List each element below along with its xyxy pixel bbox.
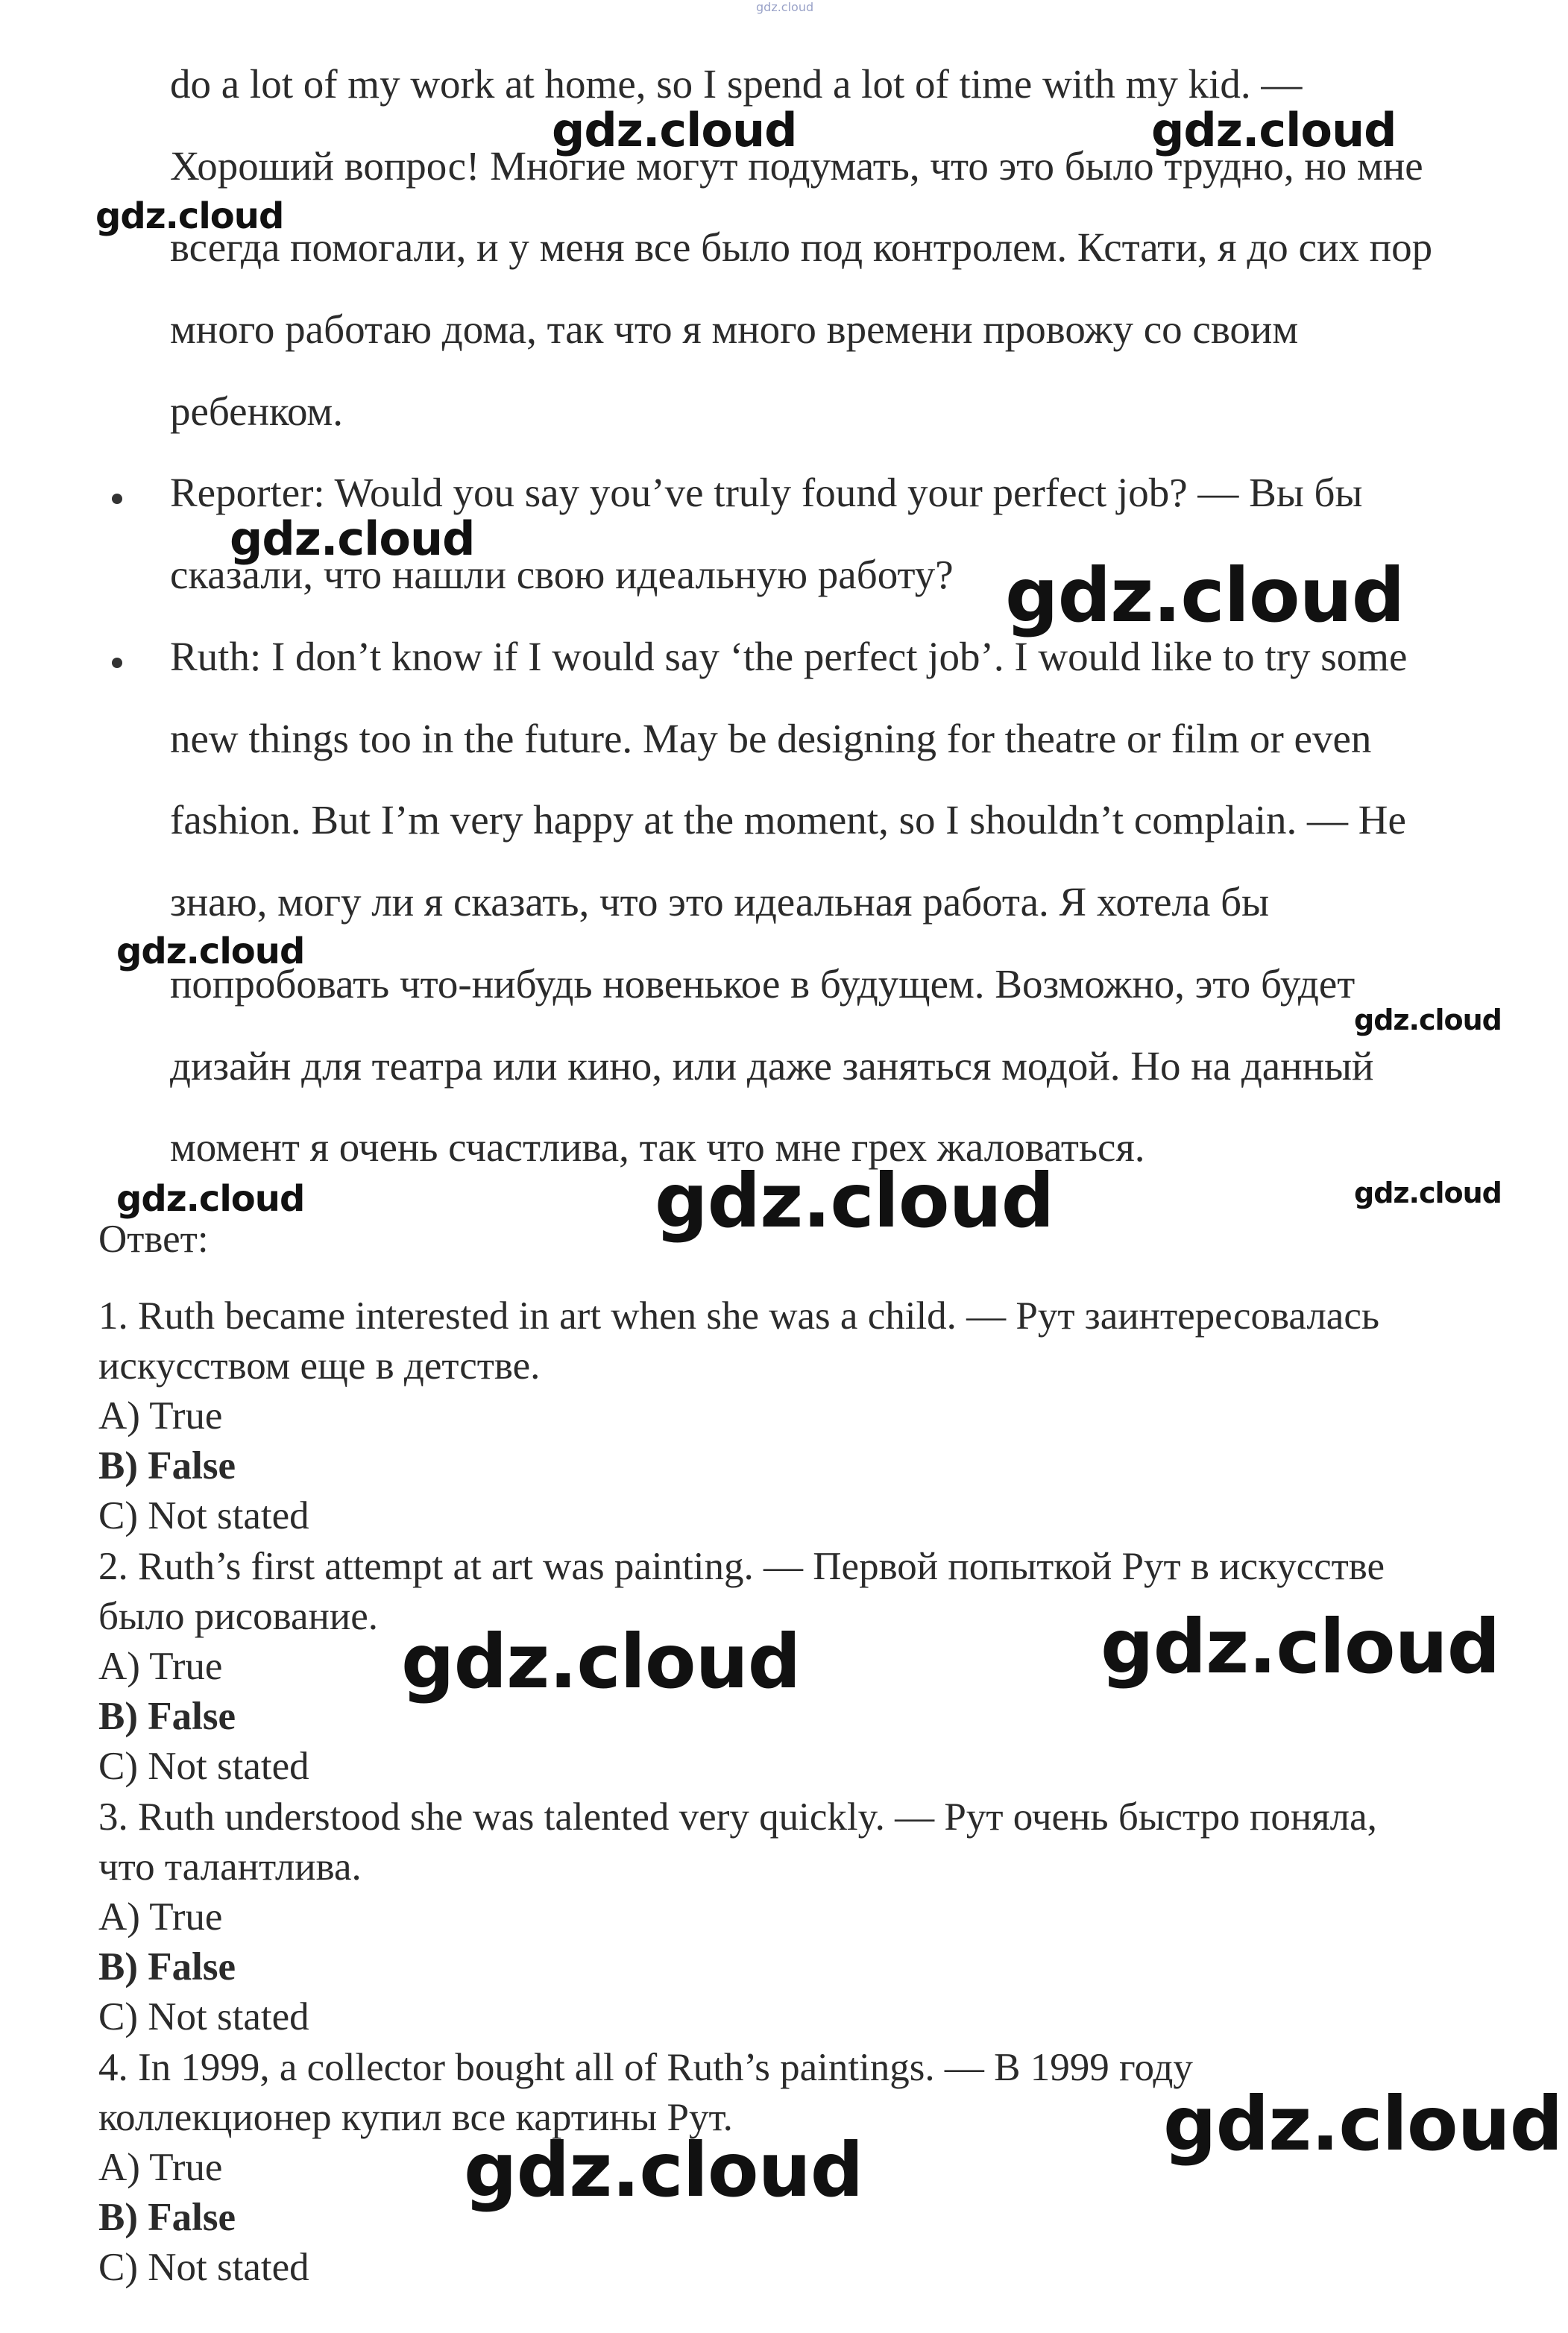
ruth-answer-line: new things too in the future. May be designing for theatre or film or even — [170, 716, 1372, 761]
ruth-answer-line: момент я очень счастлива, так что мне грех жаловаться. — [170, 1124, 1145, 1170]
answer-option: C) Not stated — [98, 1995, 309, 2038]
watermark: gdz.cloud — [1101, 1603, 1500, 1690]
watermark: gdz.cloud — [1354, 1177, 1502, 1209]
interview-text-line: Хороший вопрос! Многие могут подумать, что это было трудно, но мне — [170, 143, 1423, 189]
watermark: gdz.cloud — [95, 195, 284, 237]
answer-option-correct: B) False — [98, 1444, 236, 1487]
answer-option-correct: B) False — [98, 2196, 236, 2239]
watermark: gdz.cloud — [1151, 103, 1397, 157]
watermark: gdz.cloud — [552, 103, 797, 157]
watermark: gdz.cloud — [464, 2126, 863, 2214]
watermark: gdz.cloud — [756, 0, 814, 14]
ruth-answer-line: попробовать что-нибудь новенькое в будущем. Возможно, это будет — [170, 961, 1356, 1007]
interview-text-line: много работаю дома, так что я много времени провожу со своим — [170, 306, 1299, 352]
ruth-answer-line: знаю, могу ли я сказать, что это идеальная работа. Я хотела бы — [170, 879, 1270, 925]
ruth-answer-line: дизайн для театра или кино, или даже заняться модой. Но на данный — [170, 1043, 1374, 1089]
interview-text-line: do a lot of my work at home, so I spend a lot of time with my kid. — — [170, 61, 1303, 107]
watermark: gdz.cloud — [1354, 1004, 1502, 1036]
answer-option: A) True — [98, 1895, 223, 1939]
answer-option: C) Not stated — [98, 1745, 309, 1788]
question-text: что талантлива. — [98, 1845, 362, 1889]
list-bullet — [112, 494, 122, 504]
watermark: gdz.cloud — [1163, 2080, 1563, 2167]
answer-option: C) Not stated — [98, 1494, 309, 1537]
reporter-question-line: сказали, что нашли свою идеальную работу? — [170, 552, 954, 597]
question-text: 2. Ruth’s first attempt at art was painting. — Первой попыткой Рут в искусстве — [98, 1545, 1385, 1588]
interview-text-line: всегда помогали, и у меня все было под контролем. Кстати, я до сих пор — [170, 224, 1433, 270]
watermark: gdz.cloud — [655, 1157, 1054, 1244]
ruth-answer-line: Ruth: I don’t know if I would say ‘the perfect job’. I would like to try some — [170, 634, 1408, 679]
watermark: gdz.cloud — [1005, 552, 1405, 639]
answer-option: A) True — [98, 1394, 223, 1438]
answer-option: C) Not stated — [98, 2246, 309, 2289]
answer-option: A) True — [98, 2146, 223, 2189]
ruth-answer-line: fashion. But I’m very happy at the moment, so I shouldn’t complain. — Не — [170, 797, 1406, 843]
watermark: gdz.cloud — [116, 931, 305, 972]
question-text: 1. Ruth became interested in art when she was a child. — Рут заинтересовалась — [98, 1294, 1380, 1338]
watermark: gdz.cloud — [230, 511, 475, 566]
answer-option: A) True — [98, 1645, 223, 1688]
question-text: 3. Ruth understood she was talented very quickly. — Рут очень быстро поняла, — [98, 1795, 1377, 1839]
question-text: было рисование. — [98, 1595, 379, 1638]
list-bullet — [112, 658, 122, 668]
answer-option-correct: B) False — [98, 1945, 236, 1989]
answer-heading: Ответ: — [98, 1218, 209, 1261]
watermark: gdz.cloud — [116, 1178, 305, 1220]
question-text: коллекционер купил все картины Рут. — [98, 2096, 733, 2139]
question-text: искусством еще в детстве. — [98, 1344, 541, 1388]
question-text: 4. In 1999, a collector bought all of Ruth’s paintings. — В 1999 году — [98, 2046, 1193, 2089]
watermark: gdz.cloud — [401, 1618, 801, 1705]
answer-option-correct: B) False — [98, 1695, 236, 1738]
reporter-question-line: Reporter: Would you say you’ve truly found your perfect job? — Вы бы — [170, 470, 1363, 515]
interview-text-line: ребенком. — [170, 388, 343, 434]
